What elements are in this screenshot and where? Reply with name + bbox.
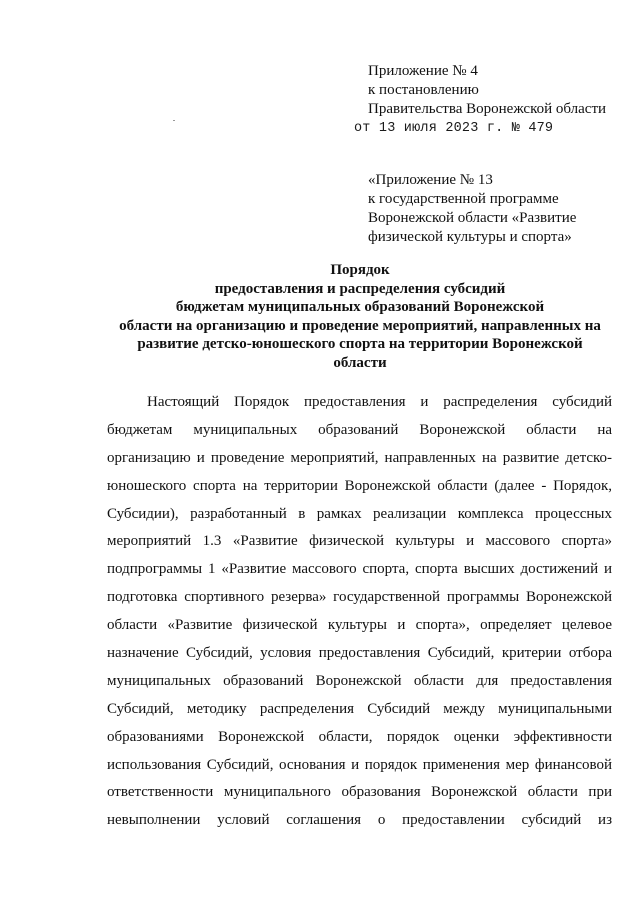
body-line: муниципальных образований Воронежской области для предоставления	[107, 672, 612, 689]
title-line: области на организацию и проведение мероприятий, направленных на	[119, 317, 601, 334]
appendix-date-number: от 13 июля 2023 г. № 479	[354, 121, 554, 136]
program-reference	[368, 171, 628, 247]
body-line: образованиями Воронежской области, порядок оценки эффективности	[107, 728, 612, 745]
appendix-number: Приложение № 4	[368, 63, 478, 79]
body-line: мероприятий 1.3 «Развитие физической культуры и массового спорта»	[107, 533, 612, 550]
body-line: невыполнении условий соглашения о предоставлении субсидий из	[107, 812, 612, 829]
body-line: бюджетам муниципальных образований Воронежской области на	[107, 421, 612, 438]
body-line: подготовка спортивного резерва» государственной программы Воронежской	[107, 589, 612, 606]
body-paragraph	[107, 393, 612, 839]
appendix-issuer: Правительства Воронежской области	[368, 101, 607, 117]
body-line: юношеского спорта на территории Воронежской области (далее - Порядок,	[107, 477, 612, 494]
program-name-line: физической культуры и спорта»	[368, 229, 572, 245]
body-line: назначение Субсидий, условия предоставления Субсидий, критерии отбора	[107, 645, 612, 662]
title-line: предоставления и распределения субсидий	[214, 280, 506, 297]
body-line: Субсидий, методику распределения Субсидий между муниципальными	[107, 700, 612, 717]
body-line: Настоящий Порядок предоставления и распределения субсидий	[147, 394, 612, 410]
document-title	[100, 261, 620, 372]
appendix-reference: к постановлению	[368, 82, 479, 98]
appendix-header	[354, 62, 628, 138]
scan-speck	[173, 120, 175, 121]
body-line: организацию и проведение мероприятий, направленных на развитие детско-	[107, 449, 612, 466]
program-region-line: Воронежской области «Развитие	[368, 210, 577, 226]
title-line: бюджетам муниципальных образований Воронежской	[175, 299, 545, 315]
body-line: использования Субсидий, основания и порядок применения мер финансовой	[107, 756, 612, 773]
title-line: области	[333, 354, 387, 371]
body-line: подпрограммы 1 «Развитие массового спорта, спорта высших достижений и	[107, 561, 612, 578]
body-line: области «Развитие физической культуры и спорта», определяет целевое	[107, 617, 612, 634]
body-line: Субсидии), разработанный в рамках реализации комплекса процессных	[107, 505, 612, 522]
program-reference-line: к государственной программе	[368, 191, 559, 207]
body-line: ответственности муниципального образования Воронежской области при	[107, 784, 612, 801]
title-line: Порядок	[330, 262, 390, 278]
program-appendix-number: «Приложение № 13	[368, 172, 493, 188]
title-line: развитие детско-юношеского спорта на территории Воронежской	[137, 336, 583, 352]
